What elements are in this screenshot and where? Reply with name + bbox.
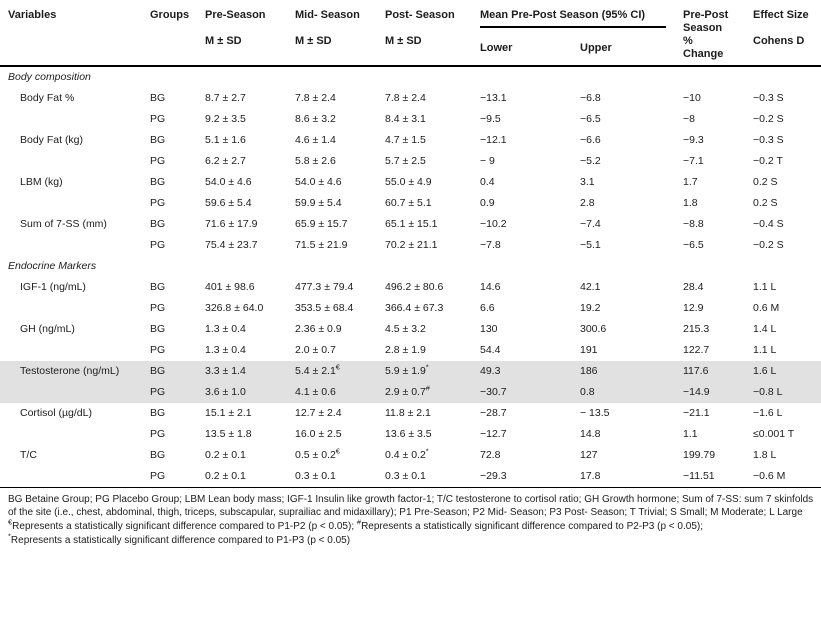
cell-pct-change: −10 [683, 92, 701, 104]
cell-pre-season: 3.6 ± 1.0 [197, 382, 287, 403]
col-header-lower: Lower [480, 41, 513, 54]
cell-group: BG [150, 323, 166, 335]
cell-mid-season: 0.5 ± 0.2€ [295, 446, 340, 461]
pct-change-label: Pre-Post Season % Change [683, 9, 729, 60]
cell-ci-upper: 300.6 [580, 323, 607, 335]
cell-ci-upper: 2.8 [580, 197, 595, 209]
table-body [0, 66, 821, 488]
cell-ci-lower: − 9 [480, 155, 495, 167]
cell-pct-change: −7.1 [683, 155, 704, 167]
cell-ci-lower: −7.8 [480, 239, 501, 251]
cell-mid-season: 16.0 ± 2.5 [295, 428, 342, 440]
cell-ci-lower: −29.3 [480, 470, 507, 482]
cell-post-season: 70.2 ± 21.1 [385, 239, 438, 251]
cell-post-season: 2.9 ± 0.7# [377, 382, 472, 403]
cell-ci-upper: −5.1 [580, 239, 601, 251]
table-row [0, 172, 821, 193]
cell-pre-season: 59.6 ± 5.4 [205, 197, 252, 209]
cell-mid-season: 353.5 ± 68.4 [295, 302, 354, 314]
col-header-variables [0, 5, 142, 66]
cell-ci-lower: 54.4 [480, 344, 501, 356]
cell-group: PG [150, 113, 166, 125]
pre-season-label: Pre-Season [205, 9, 266, 21]
cell-mid-season: 59.9 ± 5.4 [295, 197, 342, 209]
footnote-significance-1 [8, 517, 815, 533]
cell-variable: Sum of 7-SS (mm) [20, 218, 107, 230]
cell-group: PG [150, 197, 166, 209]
ci-spanner-label: Mean Pre-Post Season (95% CI) [480, 9, 666, 28]
cell-mid-season: 8.6 ± 3.2 [295, 113, 336, 125]
cell-pre-season: 401 ± 98.6 [205, 281, 255, 293]
footnote-abbreviations: BG Betaine Group; PG Placebo Group; LBM Lean body mass; IGF-1 Insulin like growth factor-1; T/C testosterone to cortisol ratio; GH Growth hormone; Sum of 7-SS: sum 7 skinfolds of the site (i.e., chest, abdominal, thigh, triceps, subscapular, suprailiac and midaxillary); P1 Pre-Season; P2 Mid- Season; P3 Post- Season; T Trivial; S Small; M Moderate; L Large [8, 494, 814, 518]
cell-group: BG [150, 449, 166, 461]
cell-ci-lower: 130 [480, 323, 498, 335]
table-row [0, 403, 821, 424]
hash-symbol: # [356, 517, 362, 527]
cell-effect-size: 0.2 S [753, 176, 778, 188]
table-row [0, 382, 821, 403]
cell-ci-upper: 127 [580, 449, 598, 461]
cell-group: BG [150, 92, 166, 104]
table-row [0, 277, 821, 298]
cell-effect-size: −0.2 S [753, 239, 784, 251]
cell-ci-upper: −5.2 [580, 155, 601, 167]
cell-ci-upper: 14.8 [580, 428, 601, 440]
cell-variable: IGF-1 (ng/mL) [20, 281, 86, 293]
col-header-mid-season [287, 5, 377, 66]
cell-pre-season: 3.3 ± 1.4 [197, 361, 287, 382]
cell-group: PG [150, 470, 166, 482]
cell-post-season: 5.7 ± 2.5 [385, 155, 426, 167]
cell-effect-size: −0.4 S [753, 218, 784, 230]
cell-variable: Cortisol (µg/dL) [20, 407, 92, 419]
cell-mid-season: 5.8 ± 2.6 [295, 155, 336, 167]
footnote-sig-p1p2-text: Represents a statistically significant difference compared to P1-P2 (p < 0.05); [12, 521, 357, 532]
cell-variable: GH (ng/mL) [20, 323, 75, 335]
table-row [0, 424, 821, 445]
cell-ci-upper: −6.8 [580, 92, 601, 104]
section-header-row [0, 66, 821, 88]
cell-pre-season: 71.6 ± 17.9 [205, 218, 258, 230]
cell-variable [0, 382, 142, 403]
cell-pct-change: −11.51 [683, 470, 715, 482]
table-row [0, 109, 821, 130]
cell-effect-size: −0.3 S [753, 134, 784, 146]
cell-ci-lower: −30.7 [472, 382, 572, 403]
table-row [0, 235, 821, 256]
cell-pct-change: 122.7 [683, 344, 710, 356]
cell-effect-size: 1.1 L [753, 344, 777, 356]
table-row [0, 466, 821, 488]
cell-post-season: 496.2 ± 80.6 [385, 281, 444, 293]
table-row [0, 445, 821, 466]
cell-variable: Testosterone (ng/mL) [0, 361, 142, 382]
cell-post-season: 4.5 ± 3.2 [385, 323, 426, 335]
cell-group: PG [150, 239, 166, 251]
cell-variable [0, 235, 142, 256]
cohens-d-label: Cohens D [753, 35, 805, 47]
cell-ci-upper: 0.8 [572, 382, 675, 403]
cell-post-season: 60.7 ± 5.1 [385, 197, 432, 209]
cell-pct-change: 1.1 [683, 428, 698, 440]
cell-effect-size: 0.6 M [753, 302, 780, 314]
cell-group: BG [150, 281, 166, 293]
cell-mid-season: 7.8 ± 2.4 [295, 92, 336, 104]
table-row [0, 214, 821, 235]
cell-effect-size: −0.2 S [753, 113, 784, 125]
col-header-effect-size [745, 5, 821, 66]
cell-variable [0, 151, 142, 172]
cell-ci-lower: 0.4 [480, 176, 495, 188]
section-title: Endocrine Markers [8, 260, 97, 272]
table-footnotes [0, 493, 821, 547]
asterisk-symbol: * [8, 531, 11, 541]
cell-effect-size: −0.2 T [753, 155, 783, 167]
cell-pre-season: 1.3 ± 0.4 [205, 323, 246, 335]
cell-group: BG [150, 176, 166, 188]
cell-effect-size: −0.3 S [753, 92, 784, 104]
cell-pre-season: 326.8 ± 64.0 [205, 302, 264, 314]
cell-group: BG [150, 134, 166, 146]
cell-ci-lower: 72.8 [480, 449, 501, 461]
cell-effect-size: −0.8 L [745, 382, 821, 403]
table-row [0, 340, 821, 361]
cell-pre-season: 8.7 ± 2.7 [205, 92, 246, 104]
cell-mid-season: 0.3 ± 0.1 [295, 470, 336, 482]
cell-variable: Body Fat % [20, 92, 75, 104]
cell-group: BG [150, 407, 166, 419]
cell-ci-lower: −28.7 [480, 407, 507, 419]
cell-post-season: 4.7 ± 1.5 [385, 134, 426, 146]
cell-pct-change: 1.7 [683, 176, 698, 188]
cell-group: PG [142, 382, 197, 403]
cell-post-season: 366.4 ± 67.3 [385, 302, 444, 314]
table-row [0, 88, 821, 109]
table-row [0, 319, 821, 340]
cell-variable: Body Fat (kg) [20, 134, 84, 146]
cell-group: PG [150, 155, 166, 167]
variables-label: Variables [8, 9, 57, 21]
cell-effect-size: 1.1 L [753, 281, 777, 293]
col-header-pct-change [675, 5, 745, 66]
cell-effect-size: 0.2 S [753, 197, 778, 209]
section-header-row [0, 256, 821, 277]
col-header-upper: Upper [580, 41, 612, 54]
cell-post-season: 0.3 ± 0.1 [385, 470, 426, 482]
table-row [0, 361, 821, 382]
col-header-post-season [377, 5, 472, 66]
cell-ci-lower: 14.6 [480, 281, 501, 293]
cell-pct-change: −8 [683, 113, 695, 125]
cell-variable [0, 340, 142, 361]
footnote-sig-p2p3-text: Represents a statistically significant difference compared to P2-P3 (p < 0.05); [361, 521, 703, 532]
footnote-sig-p1p3-text: Represents a statistically significant difference compared to P1-P3 (p < 0.05) [10, 535, 351, 546]
section-title: Body composition [8, 71, 91, 83]
col-header-ci-spanner [472, 5, 675, 42]
cell-ci-upper: 42.1 [580, 281, 601, 293]
significance-marker: € [335, 362, 340, 372]
cell-pre-season: 5.1 ± 1.6 [205, 134, 246, 146]
mid-season-label: Mid- Season [295, 9, 360, 21]
cell-post-season: 11.8 ± 2.1 [385, 407, 431, 419]
cell-pct-change: 117.6 [675, 361, 745, 382]
table-row [0, 193, 821, 214]
cell-post-season: 8.4 ± 3.1 [385, 113, 426, 125]
cell-mid-season: 71.5 ± 21.9 [295, 239, 348, 251]
cell-ci-upper: −6.6 [580, 134, 601, 146]
col-header-pre-season [197, 5, 287, 66]
cell-effect-size: −0.6 M [753, 470, 786, 482]
cell-effect-size: −1.6 L [753, 407, 783, 419]
cell-post-season: 2.8 ± 1.9 [385, 344, 426, 356]
table-row [0, 130, 821, 151]
cell-variable [0, 424, 142, 445]
cell-ci-upper: −7.4 [580, 218, 601, 230]
cell-pre-season: 0.2 ± 0.1 [205, 470, 246, 482]
euro-symbol: € [8, 517, 13, 527]
table-row [0, 298, 821, 319]
effect-size-label: Effect Size [753, 9, 809, 21]
results-table [0, 5, 821, 488]
cell-effect-size: 1.4 L [753, 323, 777, 335]
cell-mid-season: 4.1 ± 0.6 [287, 382, 377, 403]
cell-group: PG [150, 344, 166, 356]
cell-pre-season: 1.3 ± 0.4 [205, 344, 246, 356]
cell-effect-size: 1.8 L [753, 449, 777, 461]
cell-ci-upper: 3.1 [580, 176, 595, 188]
cell-mid-season: 2.0 ± 0.7 [295, 344, 336, 356]
cell-mid-season: 2.36 ± 0.9 [295, 323, 342, 335]
post-season-label: Post- Season [385, 9, 455, 21]
cell-mid-season: 54.0 ± 4.6 [295, 176, 342, 188]
cell-ci-lower: −13.1 [480, 92, 507, 104]
cell-post-season: 55.0 ± 4.9 [385, 176, 432, 188]
significance-marker: * [425, 446, 429, 456]
cell-pct-change: −14.9 [675, 382, 745, 403]
cell-ci-lower: −12.7 [480, 428, 507, 440]
cell-pct-change: −21.1 [683, 407, 710, 419]
cell-post-season: 0.4 ± 0.2* [385, 446, 429, 461]
footnote-significance-2 [8, 531, 815, 547]
table-header [0, 5, 821, 66]
cell-post-season: 7.8 ± 2.4 [385, 92, 426, 104]
significance-marker: # [425, 383, 430, 393]
mid-season-msd-label: M ± SD [295, 35, 332, 47]
cell-pre-season: 9.2 ± 3.5 [205, 113, 246, 125]
cell-ci-upper: − 13.5 [580, 407, 610, 419]
table-row [0, 151, 821, 172]
cell-mid-season: 65.9 ± 15.7 [295, 218, 348, 230]
significance-marker: * [425, 362, 429, 372]
cell-pre-season: 54.0 ± 4.6 [205, 176, 252, 188]
cell-ci-upper: 19.2 [580, 302, 601, 314]
cell-mid-season: 5.4 ± 2.1€ [287, 361, 377, 382]
cell-ci-lower: −10.2 [480, 218, 507, 230]
cell-pct-change: −6.5 [683, 239, 704, 251]
cell-pre-season: 0.2 ± 0.1 [205, 449, 246, 461]
cell-ci-lower: 49.3 [472, 361, 572, 382]
cell-group: PG [150, 302, 166, 314]
groups-label: Groups [150, 9, 190, 21]
cell-ci-upper: 17.8 [580, 470, 601, 482]
cell-ci-lower: −12.1 [480, 134, 507, 146]
cell-variable [0, 298, 142, 319]
cell-ci-lower: 6.6 [480, 302, 495, 314]
cell-pct-change: −8.8 [683, 218, 704, 230]
cell-pct-change: 12.9 [683, 302, 704, 314]
cell-mid-season: 4.6 ± 1.4 [295, 134, 336, 146]
cell-group: BG [150, 218, 166, 230]
cell-pct-change: 215.3 [683, 323, 710, 335]
pre-season-msd-label: M ± SD [205, 35, 242, 47]
cell-post-season: 5.9 ± 1.9* [377, 361, 472, 382]
cell-mid-season: 477.3 ± 79.4 [295, 281, 354, 293]
cell-variable: LBM (kg) [20, 176, 63, 188]
cell-post-season: 65.1 ± 15.1 [385, 218, 438, 230]
cell-pre-season: 75.4 ± 23.7 [205, 239, 258, 251]
col-header-groups [142, 5, 197, 66]
cell-variable [0, 193, 142, 214]
cell-pre-season: 6.2 ± 2.7 [205, 155, 246, 167]
cell-pct-change: 28.4 [683, 281, 704, 293]
post-season-msd-label: M ± SD [385, 35, 422, 47]
cell-pct-change: 1.8 [683, 197, 698, 209]
cell-group: BG [142, 361, 197, 382]
cell-pre-season: 13.5 ± 1.8 [205, 428, 252, 440]
cell-post-season: 13.6 ± 3.5 [385, 428, 432, 440]
significance-marker: € [335, 446, 340, 456]
cell-ci-upper: 191 [580, 344, 598, 356]
cell-pct-change: 199.79 [683, 449, 716, 461]
cell-effect-size: ≤0.001 T [753, 428, 795, 440]
cell-ci-lower: −9.5 [480, 113, 501, 125]
cell-variable [0, 466, 142, 488]
cell-variable [0, 109, 142, 130]
cell-pct-change: −9.3 [683, 134, 704, 146]
cell-group: PG [150, 428, 166, 440]
cell-pre-season: 15.1 ± 2.1 [205, 407, 252, 419]
cell-variable: T/C [20, 449, 37, 461]
cell-mid-season: 12.7 ± 2.4 [295, 407, 342, 419]
cell-ci-upper: −6.5 [580, 113, 601, 125]
cell-ci-upper: 186 [572, 361, 675, 382]
cell-effect-size: 1.6 L [745, 361, 821, 382]
cell-ci-lower: 0.9 [480, 197, 495, 209]
